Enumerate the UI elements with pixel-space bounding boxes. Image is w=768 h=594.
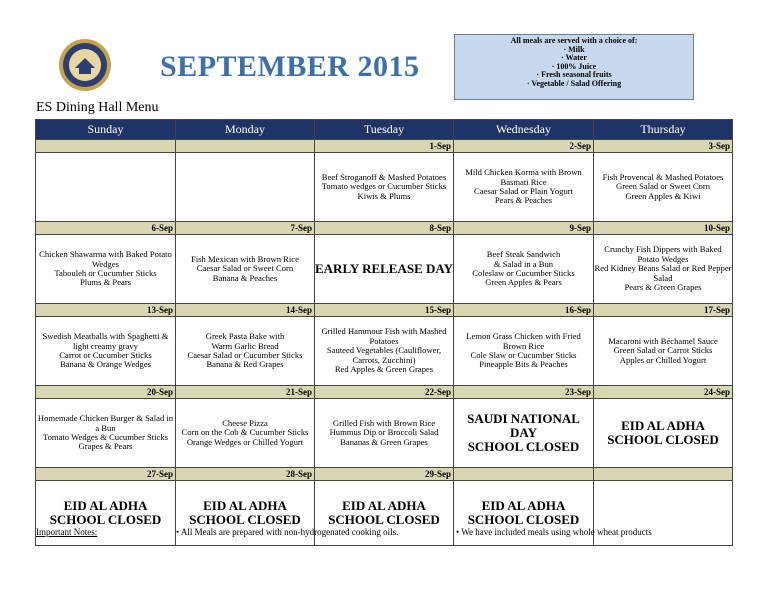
meal-cell xyxy=(36,153,176,222)
meal-line: Kiwis & Plums xyxy=(357,190,411,201)
meal-line: Pineapple Bits & Peaches xyxy=(479,359,568,370)
meal-cell xyxy=(454,235,594,304)
date-cell xyxy=(36,140,176,153)
date-cell: 3-Sep xyxy=(594,140,733,153)
info-line: · Milk xyxy=(563,44,585,54)
meal-line: Green Apples & Kiwi xyxy=(625,190,701,201)
meal-line: Greek Pasta Bake with xyxy=(205,331,285,342)
date-cell: 20-Sep xyxy=(36,386,176,399)
meal-cell xyxy=(315,317,454,386)
date-cell xyxy=(594,468,733,481)
date-cell: 2-Sep xyxy=(454,140,594,153)
meal-line: Red Kidney Beans Salad or Red Pepper Salad xyxy=(594,263,732,283)
meal-line: Carrot or Cucumber Sticks xyxy=(59,350,152,360)
menu-calendar xyxy=(35,119,733,546)
meal-line: Caesar Salad or Sweet Corn xyxy=(196,263,294,274)
date-cell xyxy=(454,468,594,481)
meal-cell xyxy=(176,399,315,468)
meal-cell xyxy=(176,235,315,304)
meal-line: Tomato Wedges & Cucumber Sticks xyxy=(42,432,169,442)
meal-line: Mild Chicken Korma with Brown Basmati Rice xyxy=(465,167,582,187)
page-subtitle: ES Dining Hall Menu xyxy=(36,100,159,115)
meal-line: EID AL ADHA xyxy=(203,498,287,513)
meal-line: Pears & Green Grapes xyxy=(624,282,702,293)
meal-cell xyxy=(594,399,733,468)
meal-line: Warm Garlic Bread xyxy=(211,340,279,351)
meal-cell xyxy=(594,235,733,304)
date-cell: 24-Sep xyxy=(594,386,733,399)
meal-line: Grilled Hammour Fish with Mashed Potatoes xyxy=(321,326,447,346)
meal-line: Tabouleh or Cucumber Sticks xyxy=(54,268,157,278)
info-line: · 100% Juice xyxy=(551,61,597,71)
meal-line: Plums & Pears xyxy=(79,277,132,288)
meal-line: Grapes & Pears xyxy=(78,441,133,452)
meal-line: Cole Slaw or Cucumber Sticks xyxy=(470,350,577,360)
date-cell: 1-Sep xyxy=(315,140,454,153)
meal-line: Green Salad or Sweet Corn xyxy=(615,181,711,192)
meal-line: Grilled Fish with Brown Rice xyxy=(332,417,436,428)
meal-line: Swedish Meatballs with Spaghetti & light creamy gravy xyxy=(42,331,169,351)
meal-line: Homemade Chicken Burger & Salad in a Bun xyxy=(37,413,174,433)
meal-cell xyxy=(315,399,454,468)
meal-row xyxy=(36,399,733,468)
info-line: · Vegetable / Salad Offering xyxy=(526,78,622,88)
meal-line: SCHOOL CLOSED xyxy=(607,432,719,447)
meal-line: Banana & Orange Wedges xyxy=(59,359,152,370)
meal-cell xyxy=(176,317,315,386)
meal-line: Green Apples & Pears xyxy=(485,277,562,288)
date-cell: 29-Sep xyxy=(315,468,454,481)
meal-line: SCHOOL CLOSED xyxy=(189,512,301,527)
meal-cell xyxy=(594,317,733,386)
weekday-header: Thursday xyxy=(594,120,733,140)
note-oils: • All Meals are prepared with non-hydrogenated cooking oils. xyxy=(176,527,399,537)
weekday-header: Tuesday xyxy=(315,120,454,140)
meal-line: Coleslaw or Cucumber Sticks xyxy=(472,268,575,278)
meal-cell xyxy=(36,235,176,304)
meal-line: Orange Wedges or Chilled Yogurt xyxy=(186,436,304,447)
date-cell: 28-Sep xyxy=(176,468,315,481)
meal-line: SCHOOL CLOSED xyxy=(467,512,580,527)
date-cell: 23-Sep xyxy=(454,386,594,399)
info-line: · Water xyxy=(561,53,587,63)
info-line: · Fresh seasonal fruits xyxy=(536,70,612,80)
meal-row xyxy=(36,235,733,304)
meal-line: Green Salad or Carrot Sticks xyxy=(613,345,713,356)
date-cell: 22-Sep xyxy=(315,386,454,399)
meal-line: Beef Steak Sandwich xyxy=(486,249,561,260)
meal-line: EID AL ADHA xyxy=(342,498,426,513)
date-cell: 8-Sep xyxy=(315,222,454,235)
date-cell: 6-Sep xyxy=(36,222,176,235)
meal-cell xyxy=(594,153,733,222)
meal-cell xyxy=(176,153,315,222)
meal-row xyxy=(36,317,733,386)
meal-line: Tomato wedges or Cucumber Sticks xyxy=(321,181,447,192)
weekday-header-row xyxy=(36,120,733,140)
date-row xyxy=(36,304,733,317)
meal-line: SCHOOL CLOSED xyxy=(467,439,580,454)
date-cell: 27-Sep xyxy=(36,468,176,481)
date-cell xyxy=(176,140,315,153)
meal-line: Sauteed Vegetables (Cauliflower, Carrots, Zucchini) xyxy=(326,345,442,365)
meal-line: Beef Stroganoff & Mashed Potatoes xyxy=(321,171,447,182)
date-row xyxy=(36,222,733,235)
meal-line: Hummus Dip or Broccoli Salad xyxy=(329,427,439,438)
meal-line: & Salad in a Bun xyxy=(493,258,554,269)
meal-line: Cheese Pizza xyxy=(222,417,268,428)
meal-choices-box xyxy=(454,34,694,100)
meal-line: Fish Provencal & Mashed Potatoes xyxy=(602,171,724,182)
weekday-header: Wednesday xyxy=(454,120,594,140)
meal-row xyxy=(36,153,733,222)
date-cell: 14-Sep xyxy=(176,304,315,317)
meal-cell xyxy=(315,235,454,304)
meal-line: EID AL ADHA xyxy=(63,498,148,513)
date-row xyxy=(36,468,733,481)
meal-cell xyxy=(36,399,176,468)
school-seal-logo xyxy=(58,38,112,92)
info-line: All meals are served with a choice of: xyxy=(510,36,638,45)
meal-cell xyxy=(454,317,594,386)
meal-line: Corn on the Cob & Cucumber Sticks xyxy=(181,427,309,438)
meal-line: Apples or Chilled Yogurt xyxy=(619,354,707,365)
meal-line: SCHOOL CLOSED xyxy=(49,512,162,527)
meal-line: Bananas & Green Grapes xyxy=(340,436,428,447)
meal-line: Fish Mexican with Brown Rice xyxy=(191,253,299,264)
meal-line: SAUDI NATIONAL DAY xyxy=(467,411,580,440)
meal-line: Caesar Salad or Plain Yogurt xyxy=(473,186,574,196)
meal-line: SCHOOL CLOSED xyxy=(328,512,440,527)
meal-cell xyxy=(315,153,454,222)
date-cell: 7-Sep xyxy=(176,222,315,235)
date-cell: 13-Sep xyxy=(36,304,176,317)
meal-line: Pears & Peaches xyxy=(494,195,553,206)
date-cell: 21-Sep xyxy=(176,386,315,399)
meal-line: Crunchy Fish Dippers with Baked Potato Wedges xyxy=(604,244,722,264)
calendar-body xyxy=(36,140,733,546)
date-row xyxy=(36,386,733,399)
weekday-header: Sunday xyxy=(36,120,176,140)
weekday-header: Monday xyxy=(176,120,315,140)
notes-label: Important Notes: xyxy=(36,527,98,537)
note-whole-wheat: • We have included meals using whole wheat products xyxy=(456,527,652,537)
meal-line: Red Apples & Green Grapes xyxy=(334,364,434,375)
meal-line: Banana & Peaches xyxy=(212,272,278,283)
date-cell: 10-Sep xyxy=(594,222,733,235)
meal-line: Macaroni with Béchamel Sauce xyxy=(608,335,718,346)
meal-line: Banana & Red Grapes xyxy=(206,359,284,370)
meal-line: EARLY RELEASE DAY xyxy=(315,261,453,276)
meal-cell xyxy=(454,399,594,468)
meal-cell xyxy=(36,317,176,386)
date-row xyxy=(36,140,733,153)
date-cell: 17-Sep xyxy=(594,304,733,317)
meal-line: Lemon Grass Chicken with Fried Brown Rice xyxy=(466,331,581,351)
page-title: SEPTEMBER 2015 xyxy=(160,50,420,83)
date-cell: 9-Sep xyxy=(454,222,594,235)
meal-line: EID AL ADHA xyxy=(481,498,566,513)
meal-line: Chicken Shawarma with Baked Potato Wedges xyxy=(39,249,172,269)
meal-line: EID AL ADHA xyxy=(621,418,705,433)
date-cell: 16-Sep xyxy=(454,304,594,317)
date-cell: 15-Sep xyxy=(315,304,454,317)
meal-cell xyxy=(454,153,594,222)
meal-line: Caesar Salad or Cucumber Sticks xyxy=(187,350,303,360)
